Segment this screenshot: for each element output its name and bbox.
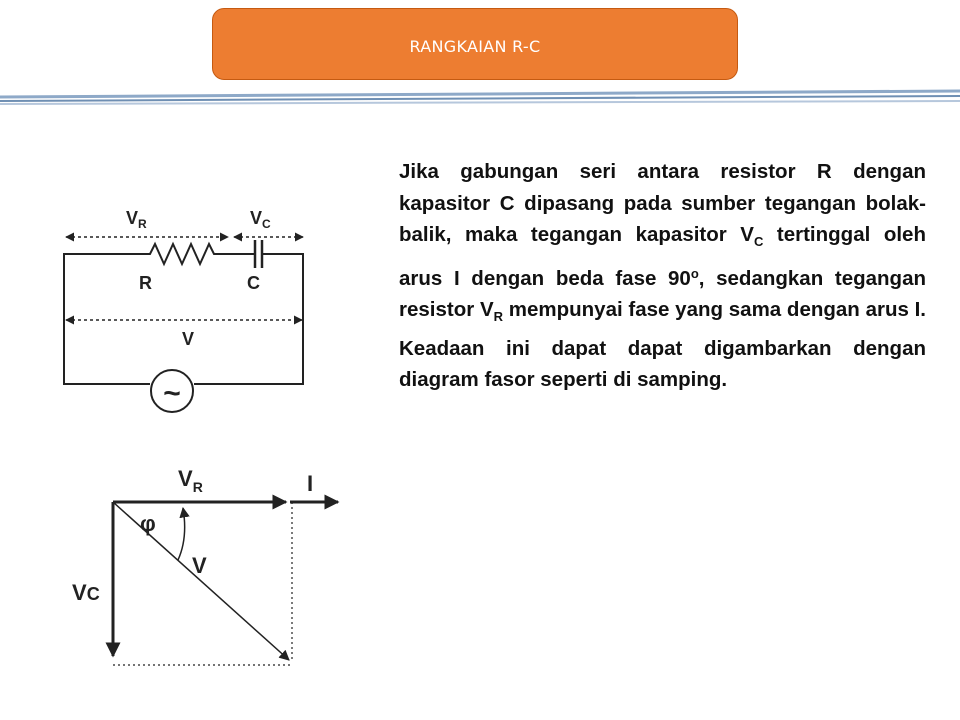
resistor-label: R <box>139 273 152 293</box>
page-title: RANGKAIAN R-C <box>409 37 541 56</box>
subscript-r: R <box>493 309 504 324</box>
text-part-2: tertinggal oleh arus I dengan beda fase 90 <box>399 223 926 290</box>
capacitor-label: C <box>247 273 260 293</box>
superscript-degree: o <box>690 265 699 281</box>
phasor-vr-label: $V_R$ <box>178 466 203 495</box>
phasor-current-label: I <box>307 471 314 496</box>
ac-source-symbol: ~ <box>163 377 181 410</box>
subscript-c: C <box>753 234 764 249</box>
phase-angle-label: φ <box>140 511 156 536</box>
total-voltage-label: V <box>182 329 195 349</box>
phase-angle-arc <box>178 508 185 560</box>
phasor-resultant-label: V <box>192 553 207 578</box>
circuit-vc-label: $V_C$ <box>250 208 271 231</box>
circuit-vr-label: $V_R$ <box>126 208 147 231</box>
text-part-4: mempunyai fase yang sama dengan arus I. Keadaan ini dapat dapat digambarkan dengan diagram fasor seperti di samping. <box>399 298 926 391</box>
text-part-1: Jika gabungan seri antara resistor R dengan kapasitor C dipasang pada sumber tegangan bolak-balik, maka tegangan kapasitor V <box>399 160 926 246</box>
text-part-3: , sedangkan tegangan resistor V <box>399 266 926 321</box>
phasor-vc-label: VC <box>72 580 100 605</box>
